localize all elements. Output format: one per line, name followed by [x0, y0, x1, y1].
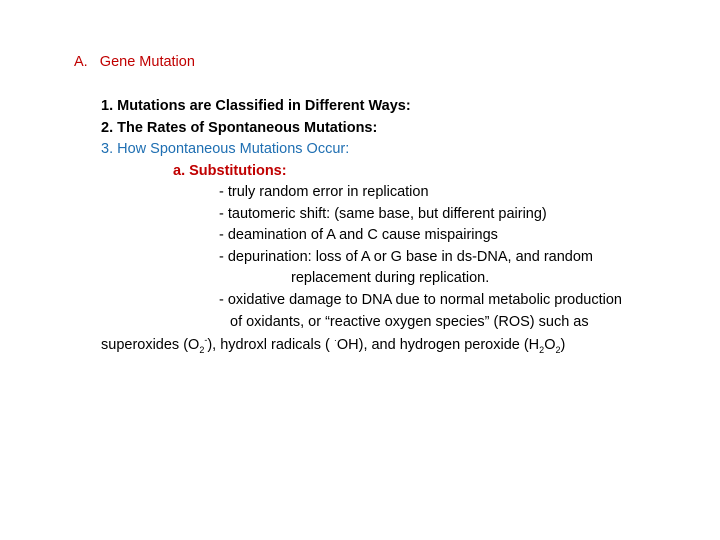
- radical-dot: ·: [333, 335, 337, 346]
- text-part: O: [544, 337, 556, 353]
- section-heading: [74, 53, 195, 71]
- subscript: 2: [555, 344, 561, 355]
- bullet-oxidative-damage: - oxidative damage to DNA due to normal metabolic production: [219, 292, 622, 308]
- bullet-deamination: - deamination of A and C cause mispairings: [219, 227, 498, 243]
- bullet-depurination-cont: replacement during replication.: [291, 270, 490, 286]
- subscript: 2: [199, 344, 205, 355]
- list-item-3: 3. How Spontaneous Mutations Occur:: [101, 141, 350, 157]
- bullet-tautomeric-shift: - tautomeric shift: (same base, but different pairing): [219, 206, 547, 222]
- text-part: ): [560, 337, 566, 353]
- superscript: -: [204, 335, 208, 346]
- bullet-depurination: - depurination: loss of A or G base in ds-DNA, and random: [219, 249, 593, 265]
- text-part: OH), and hydrogen peroxide (H: [336, 337, 540, 353]
- list-item-2: 2. The Rates of Spontaneous Mutations:: [101, 120, 378, 136]
- sub-item-substitutions: a. Substitutions:: [173, 163, 287, 179]
- bullet-oxidative-damage-examples: [101, 336, 565, 354]
- section-title: Gene Mutation: [99, 54, 195, 70]
- list-item-1: 1. Mutations are Classified in Different Ways:: [101, 98, 411, 114]
- text-part: ), hydroxl radicals (: [207, 337, 330, 353]
- bullet-random-error: - truly random error in replication: [219, 184, 429, 200]
- text-part: superoxides (O: [101, 337, 200, 353]
- subscript: 2: [539, 344, 545, 355]
- section-letter: A.: [74, 54, 88, 70]
- bullet-oxidative-damage-cont: of oxidants, or “reactive oxygen species” (ROS) such as: [230, 314, 589, 330]
